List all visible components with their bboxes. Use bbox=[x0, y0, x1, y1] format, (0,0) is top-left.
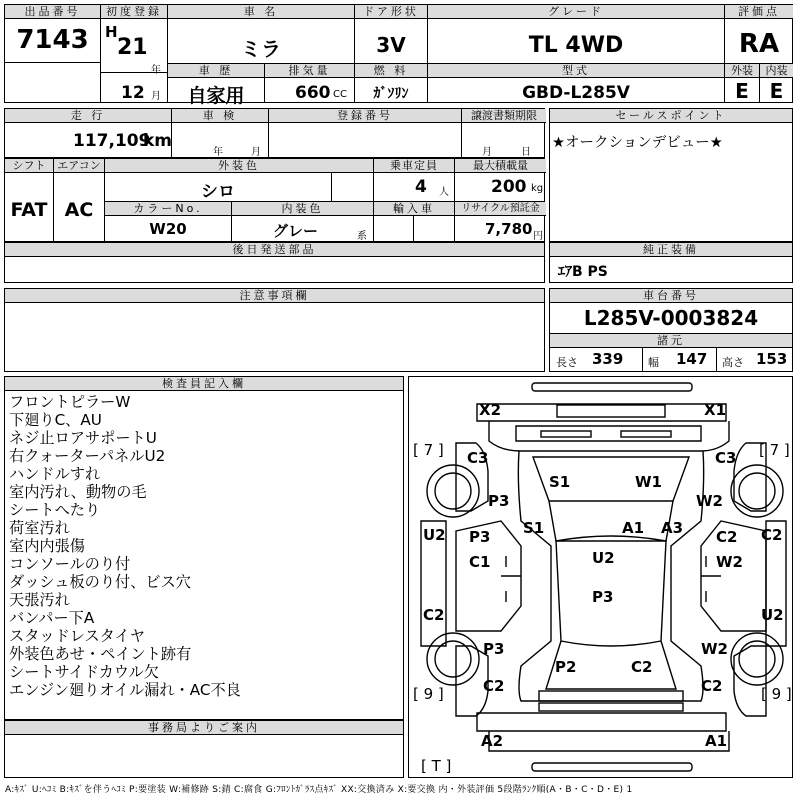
damage-mark: C1 bbox=[469, 553, 491, 571]
damage-mark: P3 bbox=[488, 492, 510, 510]
color-label: 外装色 bbox=[105, 159, 373, 173]
inspector-label: 検査員記入欄 bbox=[5, 377, 403, 391]
capacity-label: 乗車定員 bbox=[374, 159, 454, 173]
selling-block bbox=[549, 108, 793, 242]
row3-block bbox=[4, 158, 545, 242]
tire-front-left: [ 7 ] bbox=[413, 441, 444, 459]
damage-mark: X2 bbox=[479, 401, 502, 419]
tire-front-right: [ 7 ] bbox=[759, 441, 790, 459]
damage-mark: C2 bbox=[716, 528, 738, 546]
exterior-score: E bbox=[735, 79, 749, 103]
door: 3V bbox=[376, 33, 406, 57]
first-reg-label: 初度登録 bbox=[101, 5, 167, 19]
displacement-unit: CC bbox=[333, 89, 347, 100]
shift-label: シフト bbox=[5, 159, 53, 173]
color: シロ bbox=[201, 182, 235, 202]
legend: A:ｷｽﾞ U:ﾍｺﾐ B:ｷｽﾞを伴うﾍｺﾐ P:要塗装 W:補修跡 S:錆 C:腐食 G:ﾌﾛﾝﾄｶﾞﾗｽ点ｷｽﾞ XX:交換済み X:要交換 内・外装評価 5段階ﾗﾝｸ順(A・B・C・D・E) 1 bbox=[5, 785, 633, 795]
import-label: 輸入車 bbox=[374, 202, 454, 216]
year-unit: 年 bbox=[151, 65, 161, 76]
inspector-block bbox=[4, 376, 404, 720]
damage-mark: S1 bbox=[549, 473, 571, 491]
damage-mark: P3 bbox=[483, 640, 505, 658]
width: 147 bbox=[676, 350, 708, 368]
mileage: 117,109 bbox=[73, 131, 151, 151]
row2-block bbox=[4, 108, 545, 158]
car-name-label: 車 名 bbox=[168, 5, 354, 19]
damage-mark: X1 bbox=[704, 401, 727, 419]
capacity: 4 bbox=[415, 177, 427, 197]
length: 339 bbox=[592, 350, 624, 368]
int-color-unit: 系 bbox=[357, 231, 367, 242]
selling-label: セールスポイント bbox=[550, 109, 792, 123]
load-unit: kg bbox=[531, 183, 544, 194]
note-line: シートサイドカウル欠 bbox=[9, 663, 159, 681]
damage-mark: A1 bbox=[705, 732, 728, 750]
header-block bbox=[4, 4, 793, 107]
damage-mark: U2 bbox=[423, 526, 446, 544]
lot-no-label: 出品番号 bbox=[5, 5, 100, 19]
damage-mark: C2 bbox=[761, 526, 783, 544]
reg-month: 12 bbox=[121, 83, 145, 103]
equip-block bbox=[549, 242, 793, 283]
note-line: ハンドルすれ bbox=[9, 465, 101, 483]
office-block bbox=[4, 720, 404, 778]
recycle: 7,780 bbox=[485, 220, 533, 238]
damage-mark: W1 bbox=[635, 473, 662, 491]
note-line: 室内汚れ、動物の毛 bbox=[9, 483, 147, 501]
ac-label: エアコン bbox=[54, 159, 104, 173]
capacity-unit: 人 bbox=[439, 187, 449, 198]
interior-label: 内装 bbox=[760, 64, 793, 78]
note-line: バンパー下A bbox=[9, 609, 95, 627]
load-label: 最大積載量 bbox=[455, 159, 546, 173]
car-diagram bbox=[409, 377, 794, 779]
note-line: 天張汚れ bbox=[9, 591, 70, 609]
damage-mark: C3 bbox=[467, 449, 489, 467]
ac: AC bbox=[64, 199, 94, 221]
car-name: ミラ bbox=[241, 37, 281, 61]
era: H bbox=[105, 23, 118, 41]
damage-mark: P2 bbox=[555, 658, 577, 676]
recycle-unit: 円 bbox=[533, 231, 543, 242]
reg-no-label: 登録番号 bbox=[269, 109, 461, 123]
note-line: 荷室汚れ bbox=[9, 519, 70, 537]
lot-no: 7143 bbox=[16, 25, 89, 55]
damage-mark: S1 bbox=[523, 519, 545, 537]
grade-label: グレード bbox=[428, 5, 724, 19]
note-line: 右クォーターパネルU2 bbox=[9, 447, 166, 465]
note-line: 外装色あせ・ペイント跡有 bbox=[9, 645, 192, 663]
interior-score: E bbox=[769, 79, 784, 103]
chassis-label: 車台番号 bbox=[550, 289, 792, 303]
damage-mark: A1 bbox=[622, 519, 645, 537]
height: 153 bbox=[756, 350, 788, 368]
fuel-label: 燃 料 bbox=[355, 64, 427, 78]
model: GBD-L285V bbox=[522, 83, 630, 103]
recycle-label: リサイクル預託金 bbox=[455, 202, 546, 216]
later-parts-label: 後日発送部品 bbox=[5, 243, 544, 257]
damage-mark: C3 bbox=[715, 449, 737, 467]
selling-text: ★オークションデビュー★ bbox=[552, 135, 723, 151]
damage-mark: P3 bbox=[469, 528, 491, 546]
load: 200 bbox=[491, 177, 527, 197]
notice-label: 注意事項欄 bbox=[5, 289, 544, 303]
notice-block bbox=[4, 288, 545, 372]
transfer-month: 月 bbox=[482, 147, 492, 158]
inspection-label: 車 検 bbox=[172, 109, 268, 123]
damage-mark: A3 bbox=[661, 519, 684, 537]
inspection-month: 月 bbox=[251, 147, 261, 158]
door-label: ドア形状 bbox=[355, 5, 427, 19]
mileage-unit: km bbox=[143, 131, 173, 151]
damage-mark: U2 bbox=[761, 606, 784, 624]
damage-mark: C2 bbox=[701, 677, 723, 695]
history-label: 車 歴 bbox=[168, 64, 264, 78]
note-line: エンジン廻りオイル漏れ・AC不良 bbox=[9, 681, 241, 699]
mileage-label: 走 行 bbox=[5, 109, 171, 123]
spec-label: 諸元 bbox=[550, 333, 792, 348]
length-label: 長さ bbox=[556, 356, 578, 369]
inspector-notes bbox=[9, 393, 241, 699]
damage-mark: W2 bbox=[696, 492, 723, 510]
note-line: フロントピラーW bbox=[9, 393, 131, 411]
damage-mark: C2 bbox=[631, 658, 653, 676]
note-line: シートへたり bbox=[9, 501, 101, 519]
displacement-label: 排気量 bbox=[265, 64, 354, 78]
equip-label: 純正装備 bbox=[550, 243, 792, 257]
transfer-day: 日 bbox=[521, 147, 531, 158]
exterior-label: 外装 bbox=[725, 64, 759, 78]
score: RA bbox=[738, 29, 780, 59]
transfer-label: 譲渡書類期限 bbox=[462, 109, 546, 123]
spare-tire: [ T ] bbox=[421, 757, 452, 775]
chassis-block bbox=[549, 288, 793, 372]
height-label: 高さ bbox=[722, 356, 744, 369]
car-diagram-block bbox=[408, 376, 793, 778]
color-no: W20 bbox=[149, 220, 187, 238]
damage-mark: C2 bbox=[423, 606, 445, 624]
score-label: 評価点 bbox=[725, 5, 793, 19]
damage-mark: U2 bbox=[592, 549, 615, 567]
note-line: ネジ止ロアサポートU bbox=[9, 429, 157, 447]
note-line: 室内内張傷 bbox=[9, 537, 85, 555]
int-color: グレー bbox=[273, 222, 319, 240]
note-line: 下廻りC、AU bbox=[9, 411, 102, 429]
damage-mark: W2 bbox=[701, 640, 728, 658]
damage-mark: C2 bbox=[483, 677, 505, 695]
tire-rear-left: [ 9 ] bbox=[413, 685, 444, 703]
office-label: 事務局よりご案内 bbox=[5, 721, 403, 735]
inspection-year: 年 bbox=[213, 147, 223, 158]
note-line: コンソールのり付 bbox=[9, 555, 131, 573]
int-color-label: 内装色 bbox=[232, 202, 373, 216]
note-line: スタッドレスタイヤ bbox=[9, 627, 145, 645]
later-parts-block bbox=[4, 242, 545, 283]
damage-mark: P3 bbox=[592, 588, 614, 606]
shift: FAT bbox=[10, 199, 48, 221]
reg-year: 21 bbox=[117, 35, 148, 60]
history: 自家用 bbox=[187, 85, 245, 107]
note-line: ダッシュ板のり付、ビス穴 bbox=[9, 573, 191, 591]
width-label: 幅 bbox=[648, 356, 659, 369]
equip: ｴｱB PS bbox=[558, 264, 608, 280]
month-unit: 月 bbox=[151, 91, 161, 102]
damage-mark: W2 bbox=[716, 553, 743, 571]
damage-mark: A2 bbox=[481, 732, 504, 750]
model-label: 型式 bbox=[428, 64, 724, 78]
displacement: 660 bbox=[295, 83, 331, 103]
tire-rear-right: [ 9 ] bbox=[761, 685, 792, 703]
grade: TL 4WD bbox=[528, 33, 624, 58]
chassis-number: L285V-0003824 bbox=[583, 306, 759, 330]
color-no-label: カラーNo. bbox=[105, 202, 231, 216]
fuel: ｶﾞｿﾘﾝ bbox=[373, 86, 409, 102]
